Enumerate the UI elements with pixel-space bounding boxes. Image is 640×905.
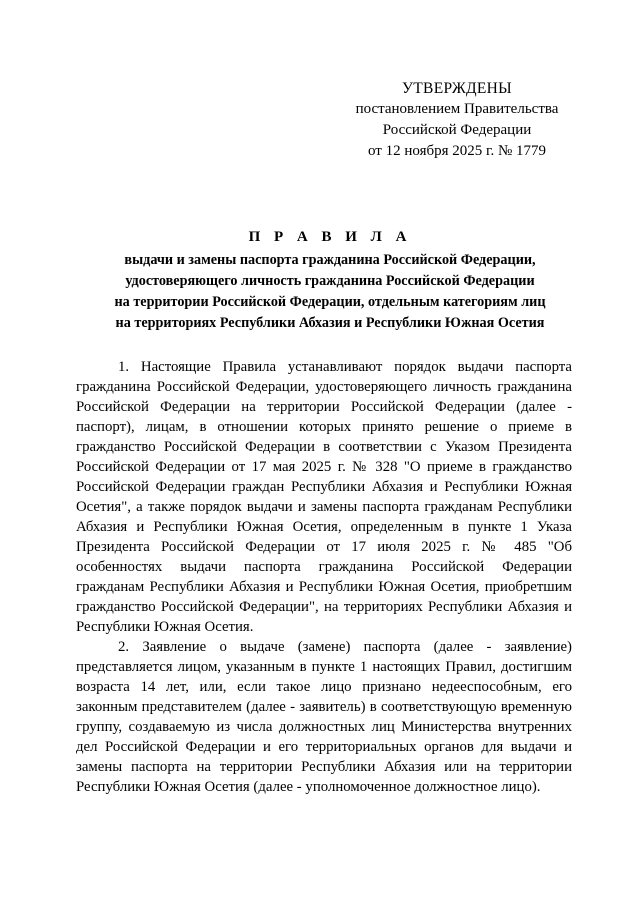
document-title: П Р А В И Л А — [248, 229, 412, 245]
approval-line-decree: постановлением Правительства — [355, 101, 559, 117]
paragraph-2: 2. Заявление о выдаче (замене) паспорта (далее - заявление) представляется лицом, указанным в пункте 1 настоящих Правил, достигшим возраста 14 лет, или, если такое лицо признано недееспособным, его законным представителем (далее - заявитель) в соответствующую временную группу, создаваемую из числа должностных лиц Министерства внутренних дел Российской Федерации и его территориальных органов для выдачи и замены паспорта на территории Республики Абхазия или на территории Республики Южная Осетия (далее - уполномоченное должностное лицо). — [76, 639, 572, 795]
approval-stamp-block — [330, 78, 584, 162]
document-body — [76, 357, 572, 797]
document-subtitle-line: удостоверяющего личность гражданина Российской Федерации — [125, 273, 535, 289]
approval-line-authority: Российской Федерации — [382, 122, 532, 138]
approval-line-date: от 12 ноября 2025 г. № 1779 — [367, 143, 547, 159]
paragraph-1: 1. Настоящие Правила устанавливают порядок выдачи паспорта гражданина Российской Федерации, удостоверяющего личность гражданина Российской Федерации на территории Российской Федерации (далее - паспорт), лицам, в отношении которых принято решение о приеме в гражданство Российской Федерации в соответствии с Указом Президента Российской Федерации от 17 мая 2025 г. № 328 "О приеме в гражданство Российской Федерации граждан Республики Абхазия и Республики Южная Осетия", а также порядок выдачи и замены паспорта гражданам Республики Абхазия и Республики Южная Осетия, определенным в пункте 1 Указа Президента Российской Федерации от 17 июля 2025 г. № 485 "Об особенностях выдачи паспорта гражданина Российской Федерации гражданам Республики Абхазия и Республики Южная Осетия, приобретшим гражданство Российской Федерации", на территориях Республики Абхазия и Республики Южная Осетия. — [76, 359, 572, 635]
document-subtitle-line: на территории Российской Федерации, отдельным категориям лиц — [114, 294, 546, 310]
document-title-block — [70, 226, 590, 334]
approval-heading: УТВЕРЖДЕНЫ — [402, 80, 512, 97]
document-subtitle-line: на территориях Республики Абхазия и Республики Южная Осетия — [115, 315, 545, 331]
document-subtitle-line: выдачи и замены паспорта гражданина Российской Федерации, — [124, 252, 536, 268]
